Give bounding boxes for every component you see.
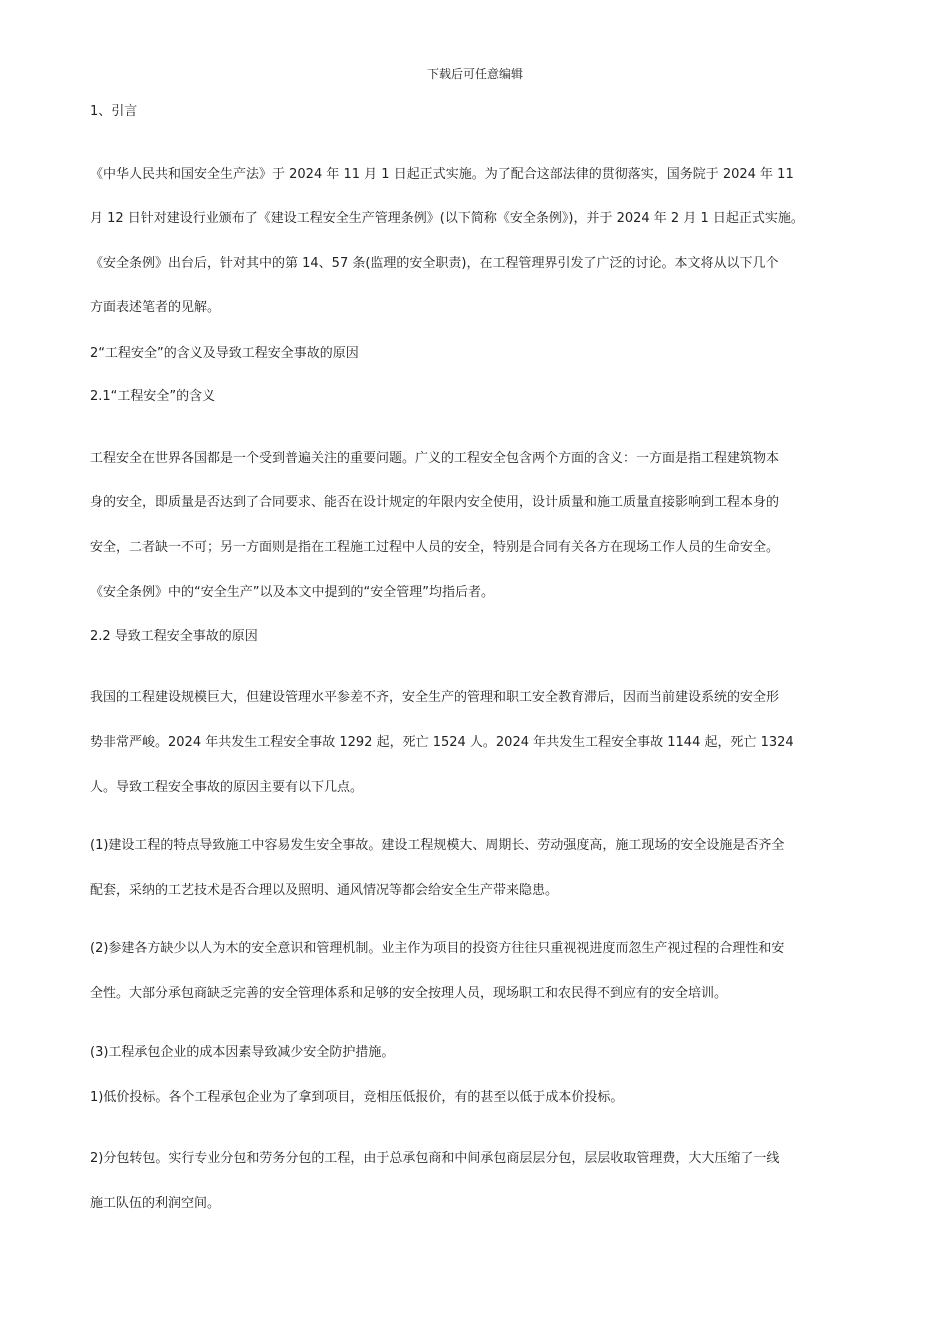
list-item-line: (1)建设工程的特点导致施工中容易发生安全事故。建设工程规模大、周期长、劳动强度高，施工现场的安全设施是否齐全 xyxy=(90,838,785,853)
paragraph-line: 《中华人民共和国安全生产法》于 2024 年 11 月 1 日起正式实施。为了配合这部法律的贯彻落实，国务院于 2024 年 11 xyxy=(90,167,794,182)
paragraph-line: 我国的工程建设规模巨大，但建设管理水平参差不齐，安全生产的管理和职工安全教育滞后，因而当前建设系统的安全形 xyxy=(90,690,780,705)
paragraph-line: 《安全条例》出台后，针对其中的第 14、57 条(监理的安全职责)，在工程管理界引发了广泛的讨论。本文将从以下几个 xyxy=(90,256,779,271)
section-heading-introduction: 1、引言 xyxy=(90,104,138,119)
section-heading-2-1: 2.1“工程安全”的含义 xyxy=(90,389,216,404)
paragraph-line: 身的安全，即质量是否达到了合同要求、能否在设计规定的年限内安全使用，设计质量和施工质量直接影响到工程本身的 xyxy=(90,495,780,510)
page-header: 下载后可任意编辑 xyxy=(426,67,523,81)
list-item-line: 2)分包转包。实行专业分包和劳务分包的工程，由于总承包商和中间承包商层层分包，层层收取管理费，大大压缩了一线 xyxy=(90,1151,780,1166)
list-item-line: (3)工程承包企业的成本因素导致减少安全防护措施。 xyxy=(90,1045,395,1060)
list-item-line: 配套，采纳的工艺技术是否合理以及照明、通风情况等都会给安全生产带来隐患。 xyxy=(90,883,559,898)
paragraph-line: 方面表述笔者的见解。 xyxy=(90,300,221,315)
list-item-line: 全性。大部分承包商缺乏完善的安全管理体系和足够的安全按理人员，现场职工和农民得不到应有的安全培训。 xyxy=(90,986,728,1001)
section-heading-2-2: 2.2 导致工程安全事故的原因 xyxy=(90,629,258,644)
section-heading-2: 2“工程安全”的含义及导致工程安全事故的原因 xyxy=(90,346,359,361)
list-item-line: 施工队伍的利润空间。 xyxy=(90,1196,221,1211)
paragraph-line: 《安全条例》中的“安全生产”以及本文中提到的“安全管理”均指后者。 xyxy=(90,585,494,600)
list-item-line: 1)低价投标。各个工程承包企业为了拿到项目，竞相压低报价，有的甚至以低于成本价投标。 xyxy=(90,1090,624,1105)
list-item-line: (2)参建各方缺少以人为木的安全意识和管理机制。业主作为项目的投资方往往只重视视进度而忽生产视过程的合理性和安 xyxy=(90,941,785,956)
paragraph-line: 安全，二者缺一不可；另一方面则是指在工程施工过程中人员的安全，特别是合同有关各方在现场工作人员的生命安全。 xyxy=(90,540,780,555)
paragraph-line: 势非常严峻。2024 年共发生工程安全事故 1292 起，死亡 1524 人。2024 年共发生工程安全事故 1144 起，死亡 1324 xyxy=(90,735,794,750)
paragraph-line: 月 12 日针对建设行业颁布了《建设工程安全生产管理条例》(以下简称《安全条例》)，并于 2024 年 2 月 1 日起正式实施。 xyxy=(90,211,804,226)
paragraph-line: 人。导致工程安全事故的原因主要有以下几点。 xyxy=(90,780,364,795)
paragraph-line: 工程安全在世界各国都是一个受到普遍关注的重要问题。广义的工程安全包含两个方面的含义：一方面是指工程建筑物本 xyxy=(90,451,780,466)
